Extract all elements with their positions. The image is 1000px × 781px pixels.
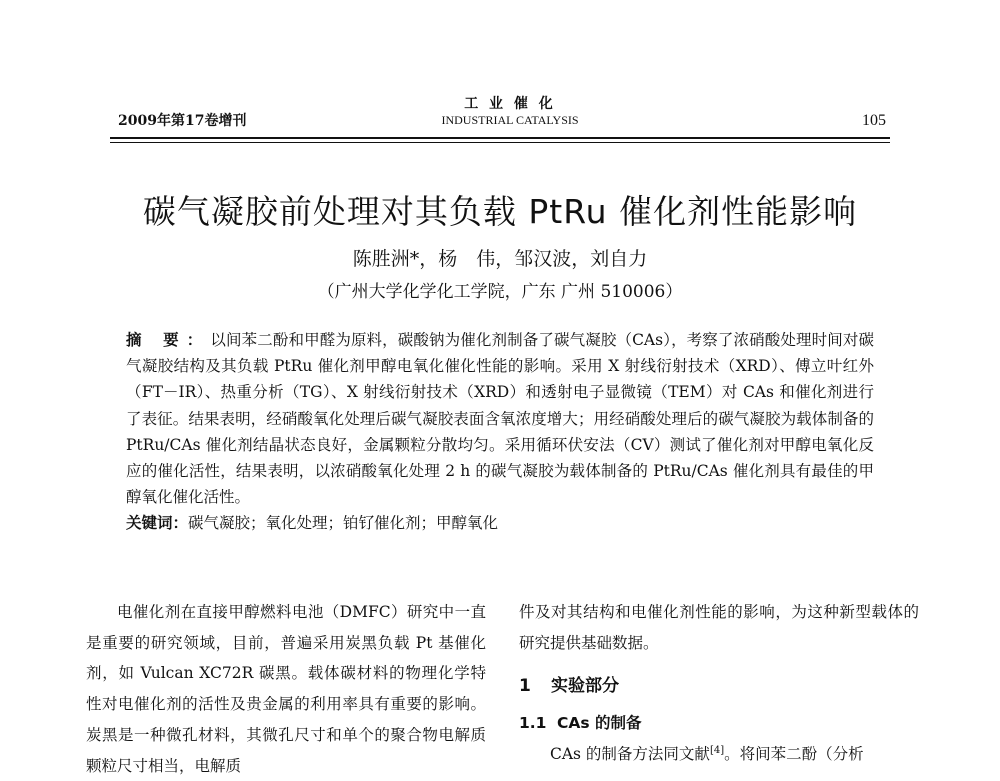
intro-paragraph: 电催化剂在直接甲醇燃料电池（DMFC）研究中一直是重要的研究领域，目前，普遍采用炭黑负载 Pt 基催化剂，如 Vulcan XC72R 碳黑。载体碳材料的物理化学特性对电催化剂的活性及贵金属的利用率具有重要的影响。炭黑是一种微孔材料，其微孔尺寸和单个的聚合物电解质颗粒尺寸相当，电解质 bbox=[86, 603, 486, 775]
abstract-text: 以间苯二酚和甲醛为原料，碳酸钠为催化剂制备了碳气凝胶（CAs），考察了浓硝酸处理时间对碳气凝胶结构及其负载 PtRu 催化剂甲醇电氧化催化性能的影响。采用 X 射线衍射技术（XRD）、傅立叶红外（FT－IR）、热重分析（TG）、X 射线衍射技术（XRD）和透射电子显微镜（TEM）对 CAs 和催化剂进行了表征。结果表明，经硝酸氧化处理后碳气凝胶表面含氧浓度增大；用经硝酸处理后的碳气凝胶为载体制备的 PtRu/CAs 催化剂结晶状态良好，金属颗粒分散均匀。采用循环伏安法（CV）测试了催化剂对甲醇电氧化反应的催化活性，结果表明，以浓硝酸氧化处理 2 h 的碳气凝胶为载体制备的 PtRu/CAs 催化剂具有最佳的甲醇氧化催化活性。 bbox=[126, 331, 874, 507]
abstract-body bbox=[126, 327, 874, 510]
subsection-title: CAs 的制备 bbox=[557, 714, 642, 733]
continued-paragraph: 件及对其结构和电催化剂性能的影响，为这种新型载体的研究提供基础数据。 bbox=[519, 603, 919, 652]
section-number: 1 bbox=[519, 676, 531, 697]
keywords bbox=[126, 510, 874, 536]
issue-info: 2009年第17卷增刊 bbox=[118, 113, 247, 129]
subsection-text-cont: 。将间苯二酚（分析 bbox=[724, 745, 864, 764]
keywords-text: 碳气凝胶；氧化处理；铂钌催化剂；甲醇氧化 bbox=[188, 514, 499, 533]
subsection-number: 1.1 bbox=[519, 714, 547, 733]
header-rule-thin bbox=[110, 142, 890, 143]
affiliation: （广州大学化学化工学院，广东 广州 510006） bbox=[317, 282, 683, 302]
citation-ref: [4] bbox=[709, 745, 725, 757]
header-rule-thick bbox=[110, 137, 890, 139]
body-right-column bbox=[519, 597, 919, 770]
section-heading bbox=[519, 674, 919, 698]
section-title: 实验部分 bbox=[551, 676, 619, 697]
keywords-label: 关键词： bbox=[126, 514, 189, 533]
body-left-column bbox=[86, 597, 486, 781]
subsection-text: CAs 的制备方法同文献 bbox=[550, 745, 710, 764]
abstract bbox=[126, 327, 874, 537]
journal-name-en: INDUSTRIAL CATALYSIS bbox=[441, 113, 579, 127]
page-number: 105 bbox=[862, 112, 886, 129]
abstract-label: 摘 要： bbox=[126, 331, 211, 349]
subsection-heading bbox=[519, 710, 919, 736]
journal-name-cn: 工 业 催 化 bbox=[464, 96, 556, 112]
subsection-paragraph bbox=[519, 736, 919, 770]
authors: 陈胜洲*，杨 伟，邹汉波，刘自力 bbox=[352, 248, 648, 270]
journal-header bbox=[390, 93, 630, 128]
article-title: 碳气凝胶前处理对其负载 PtRu 催化剂性能影响 bbox=[142, 192, 858, 231]
